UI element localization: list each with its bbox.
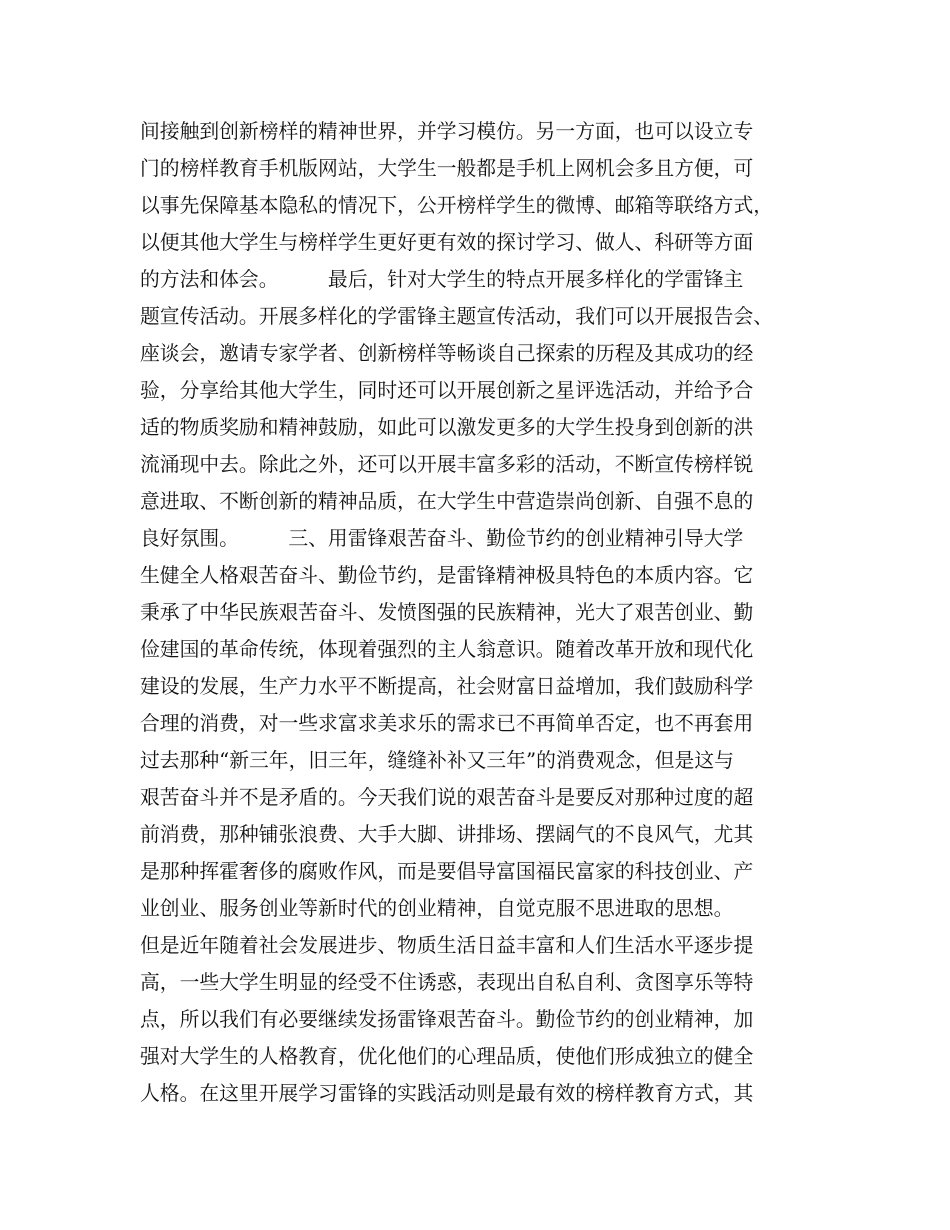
text-line: 题宣传活动。开展多样化的学雷锋主题宣传活动，我们可以开展报告会、 <box>140 305 774 328</box>
text-line: 俭建国的革命传统，体现着强烈的主人翁意识。随着改革开放和现代化 <box>140 638 754 661</box>
body-text <box>140 113 830 1112</box>
text-line: 验，分享给其他大学生，同时还可以开展创新之星评选活动，并给予合 <box>140 379 754 402</box>
text-line: 点，所以我们有必要继续发扬雷锋艰苦奋斗。勤俭节约的创业精神，加 <box>140 1008 754 1031</box>
text-line: 门的榜样教育手机版网站，大学生一般都是手机上网机会多且方便，可 <box>140 157 754 180</box>
text-line: 座谈会，邀请专家学者、创新榜样等畅谈自己探索的历程及其成功的经 <box>140 342 754 365</box>
text-line: 生健全人格艰苦奋斗、勤俭节约，是雷锋精神极具特色的本质内容。它 <box>140 564 754 587</box>
text-line: 是那种挥霍奢侈的腐败作风，而是要倡导富国福民富家的科技创业、产 <box>140 860 754 883</box>
text-line: 的方法和体会。 最后，针对大学生的特点开展多样化的学雷锋主 <box>140 268 744 291</box>
text-line: 艰苦奋斗并不是矛盾的。今天我们说的艰苦奋斗是要反对那种过度的超 <box>140 786 754 809</box>
text-line: 建设的发展，生产力水平不断提高，社会财富日益增加，我们鼓励科学 <box>140 675 754 698</box>
text-line: 高，一些大学生明显的经受不住诱惑，表现出自私自利、贪图享乐等特 <box>140 971 754 994</box>
text-line: 适的物质奖励和精神鼓励，如此可以激发更多的大学生投身到创新的洪 <box>140 416 754 439</box>
text-line: 合理的消费，对一些求富求美求乐的需求已不再简单否定，也不再套用 <box>140 712 754 735</box>
text-line: 但是近年随着社会发展进步、物质生活日益丰富和人们生活水平逐步提 <box>140 934 754 957</box>
text-line: 流涌现中去。除此之外，还可以开展丰富多彩的活动，不断宣传榜样锐 <box>140 453 754 476</box>
text-line: 过去那种“新三年，旧三年，缝缝补补又三年”的消费观念，但是这与 <box>140 749 734 772</box>
text-line: 意进取、不断创新的精神品质，在大学生中营造崇尚创新、自强不息的 <box>140 490 754 513</box>
text-line: 业创业、服务创业等新时代的创业精神，自觉克服不思进取的思想。 <box>140 897 734 920</box>
text-line: 良好氛围。 三、用雷锋艰苦奋斗、勤俭节约的创业精神引导大学 <box>140 527 744 550</box>
text-line: 强对大学生的人格教育，优化他们的心理品质，使他们形成独立的健全 <box>140 1045 754 1068</box>
text-line: 秉承了中华民族艰苦奋斗、发愤图强的民族精神，光大了艰苦创业、勤 <box>140 601 754 624</box>
text-line: 间接触到创新榜样的精神世界，并学习模仿。另一方面，也可以设立专 <box>140 120 754 143</box>
text-line: 前消费，那种铺张浪费、大手大脚、讲排场、摆阔气的不良风气，尤其 <box>140 823 754 846</box>
text-line: 以便其他大学生与榜样学生更好更有效的探讨学习、做人、科研等方面 <box>140 231 754 254</box>
text-line: 人格。在这里开展学习雷锋的实践活动则是最有效的榜样教育方式，其 <box>140 1082 754 1105</box>
text-line: 以事先保障基本隐私的情况下，公开榜样学生的微博、邮箱等联络方式， <box>140 194 774 217</box>
